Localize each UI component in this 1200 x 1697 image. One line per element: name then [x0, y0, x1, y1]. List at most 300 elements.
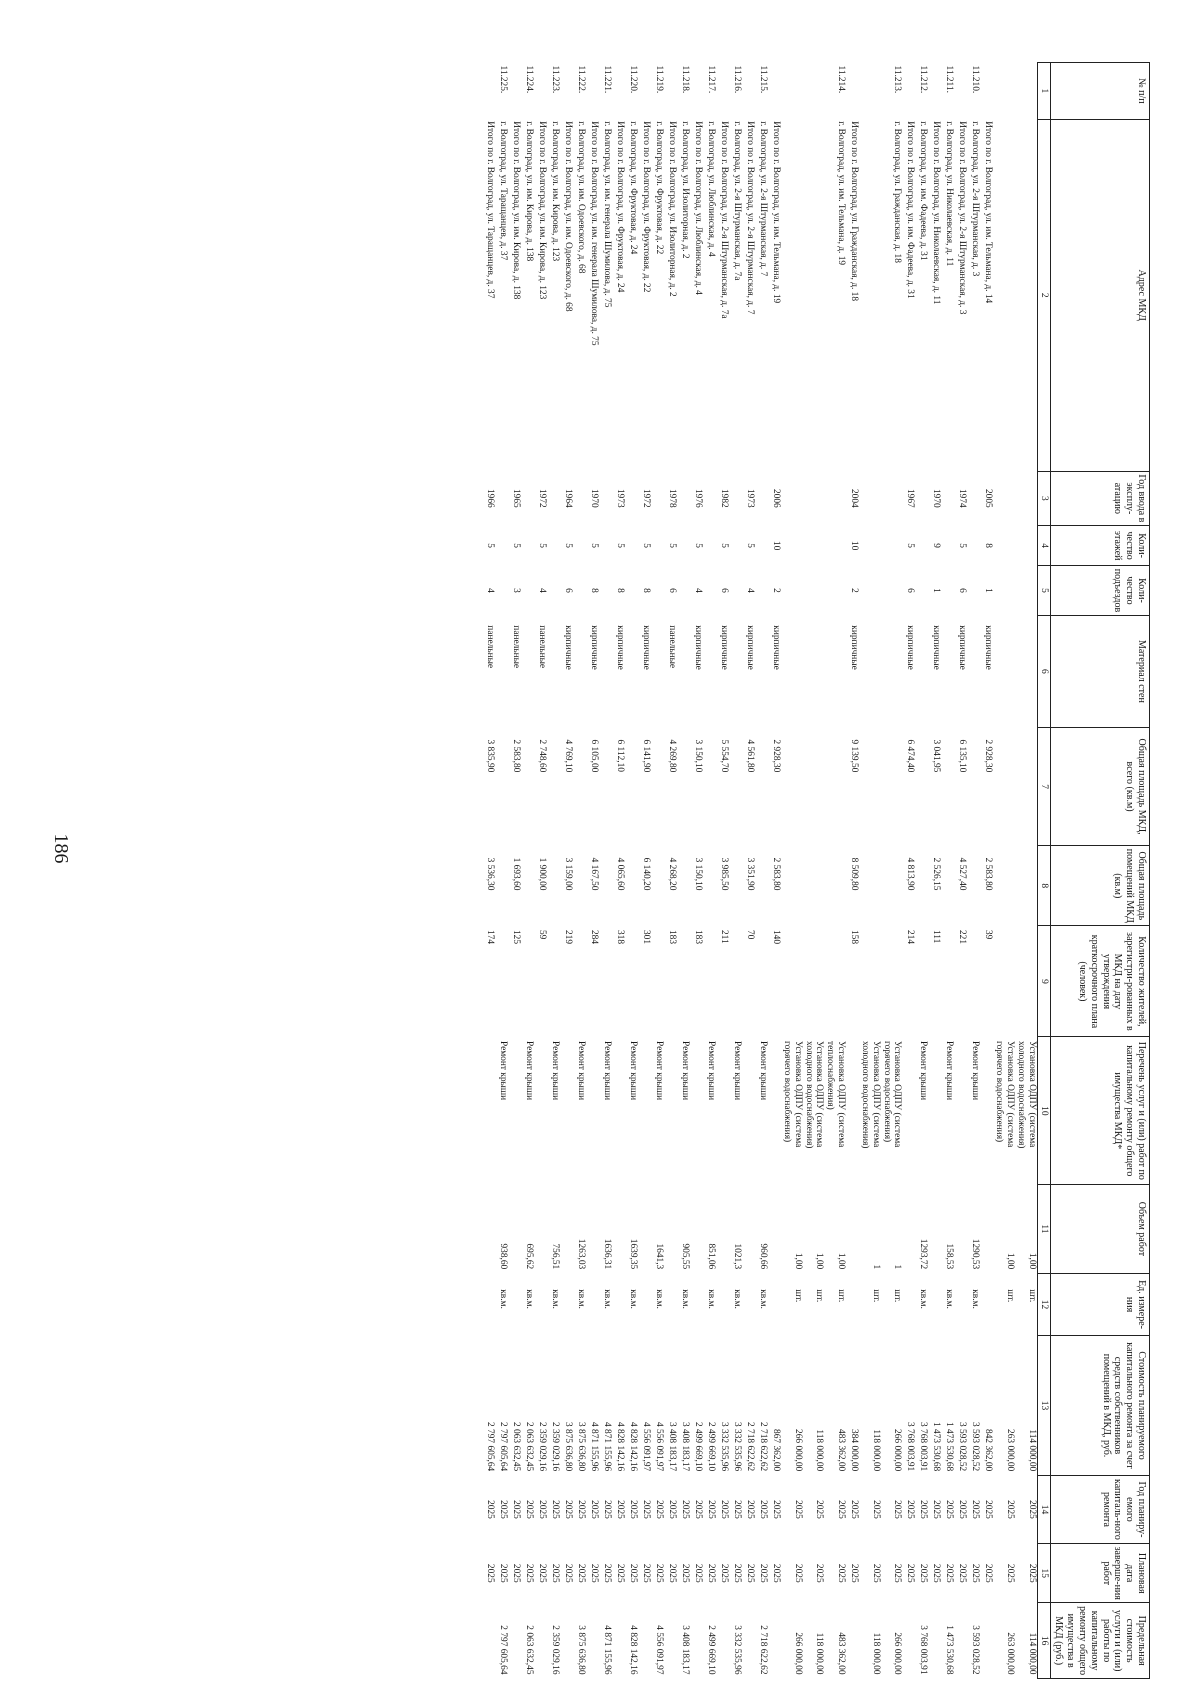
table-cell: 4 167,50 [589, 857, 600, 891]
table-cell [599, 926, 612, 1037]
table-cell: 1974 [957, 488, 968, 508]
table-cell [560, 1273, 573, 1336]
table-cell: панельные [537, 625, 548, 669]
table-cell [768, 1037, 781, 1185]
table-cell [1015, 566, 1037, 616]
table-cell [881, 846, 903, 926]
table-cell [915, 728, 928, 846]
table-cell [1015, 119, 1037, 471]
table-cell: 5 [905, 543, 916, 548]
table-cell: 4 828 142,16 [615, 1422, 626, 1472]
column-header: Предельная стоимость услуги и (или) работы по капитальному ремонту общего имущества в МКД (руб.) [1050, 1603, 1149, 1679]
table-cell [664, 1273, 677, 1336]
table-cell [703, 566, 716, 616]
table-cell: кв.м. [628, 1289, 639, 1309]
table-cell [928, 1185, 941, 1274]
table-cell [980, 1273, 993, 1336]
table-cell: 2 797 605,64 [498, 1422, 509, 1472]
table-cell [716, 1037, 729, 1185]
table-cell: 2025 [485, 1500, 496, 1519]
table-cell: 2025 [792, 1500, 803, 1519]
table-cell: 174 [485, 929, 496, 945]
table-row [742, 63, 755, 1679]
table-cell [482, 1037, 495, 1185]
table-cell: 9 [931, 543, 942, 548]
table-cell [967, 728, 980, 846]
table-cell: 2025 [719, 1500, 730, 1519]
table-cell [768, 1185, 781, 1274]
table-cell: 2025 [563, 1500, 574, 1519]
table-cell [703, 846, 716, 926]
table-cell: 5 [563, 543, 574, 548]
table-cell: 11.225. [498, 65, 509, 94]
table-cell: 3 332 535,96 [732, 1625, 743, 1675]
table-cell: Установка ОДПУ (система горячего водоснабжения) [881, 1040, 903, 1148]
column-header: Стоимость планируемого капитального ремонта за счет средств собственников помещений в МКД, руб. [1050, 1336, 1149, 1475]
table-cell [664, 1603, 677, 1679]
table-cell [915, 526, 928, 566]
table-cell: 5 [511, 543, 522, 548]
table-cell: 11.220. [628, 65, 639, 94]
table-cell: 2025 [511, 1500, 522, 1519]
table-cell: 1,00 [814, 1252, 825, 1270]
table-cell [651, 471, 664, 525]
table-cell: 2 063 632,45 [524, 1625, 535, 1675]
table-cell: 1973 [745, 488, 756, 508]
table-cell: 2 359 029,16 [550, 1625, 561, 1675]
table-cell [729, 471, 742, 525]
table-cell: 2025 [498, 1563, 509, 1583]
table-cell: 3 768 003,91 [918, 1422, 929, 1472]
table-cell: Установка ОДПУ (система горячего водоснабжения) [994, 1040, 1015, 1148]
column-number: 4 [1037, 526, 1050, 566]
table-cell: 111 [931, 929, 942, 944]
column-header: Количество жителей, зарегистри-рованных в МКД на дату утверждения краткосрочного плана (человек) [1050, 926, 1149, 1037]
table-cell: 114 000,00 [1026, 1429, 1037, 1472]
table-cell: 11.221. [602, 65, 613, 94]
table-cell [742, 1603, 755, 1679]
table-cell: 2025 [771, 1563, 782, 1583]
table-cell: 2025 [498, 1500, 509, 1519]
table-cell: 2025 [1026, 1563, 1037, 1583]
table-cell: 4 556 091,97 [641, 1422, 652, 1472]
table-cell [915, 615, 928, 727]
table-cell: 5 [485, 543, 496, 548]
table-cell: 4 065,60 [615, 857, 626, 891]
table-cell: 1965 [511, 488, 522, 508]
table-cell [664, 1185, 677, 1274]
table-cell [993, 63, 1015, 120]
table-cell: 3 593 028,52 [970, 1422, 981, 1472]
table-row [768, 63, 781, 1679]
column-header: Общая площадь МКД, всего (кв.м) [1050, 728, 1149, 846]
table-cell: 11.211. [944, 65, 955, 93]
table-cell: г. Волгоград, ул. Николаевская, д. 11 [944, 121, 955, 267]
table-cell [846, 63, 859, 120]
column-number: 5 [1037, 566, 1050, 616]
table-cell: кв.м. [498, 1289, 509, 1309]
table-cell: Итого по г. Волгоград, ул. им. Тельмана, д. 19 [771, 121, 782, 304]
table-cell: Итого по г. Волгоград, ул. 2-я Штурманская, д. 7 [745, 121, 756, 315]
table-cell: 2025 [641, 1563, 652, 1583]
table-cell [716, 1603, 729, 1679]
table-cell [859, 471, 881, 525]
table-cell: Итого по г. Волгоград, ул. Таращанцев, д. 37 [485, 121, 496, 299]
table-cell: шт. [836, 1289, 847, 1303]
table-cell: 1970 [931, 488, 942, 508]
table-cell: 5 [589, 543, 600, 548]
table-cell [547, 846, 560, 926]
table-row [495, 63, 508, 1679]
table-cell [781, 63, 803, 120]
table-cell: 1 473 530,68 [944, 1422, 955, 1472]
table-cell [677, 926, 690, 1037]
table-cell: Установка ОДПУ (система холодного водоснабжения) [1015, 1040, 1037, 1149]
table-cell: 1973 [615, 488, 626, 508]
table-cell: 1 [931, 588, 942, 593]
table-cell: 2 [849, 588, 860, 593]
table-cell [703, 526, 716, 566]
table-cell: 2 063 632,45 [511, 1422, 522, 1472]
table-cell [651, 846, 664, 926]
table-cell [651, 526, 664, 566]
table-cell: 1972 [641, 488, 652, 508]
table-cell: шт. [892, 1289, 903, 1303]
table-cell [993, 615, 1015, 727]
column-header: Год планиру-емого капиталь-ного ремонта [1050, 1475, 1149, 1544]
table-cell: 2 928,30 [771, 739, 782, 773]
column-header: Коли-чество этажей [1050, 526, 1149, 566]
table-cell: 2025 [1026, 1500, 1037, 1519]
table-cell: 6 140,20 [641, 857, 652, 891]
table-cell: 2025 [706, 1500, 717, 1519]
column-header: Перечень услуг и (или) работ по капитальному ремонту общего имущества МКД* [1050, 1037, 1149, 1185]
table-cell [755, 566, 768, 616]
table-cell [742, 1273, 755, 1336]
table-row [859, 63, 881, 1679]
table-cell [638, 63, 651, 120]
table-cell: 211 [719, 929, 730, 944]
table-cell [846, 1273, 859, 1336]
table-cell [599, 846, 612, 926]
table-cell [803, 926, 825, 1037]
table-cell [928, 1603, 941, 1679]
table-cell: 11.216. [732, 65, 743, 94]
column-header: Объем работ [1050, 1185, 1149, 1274]
table-cell: 2025 [836, 1500, 847, 1519]
table-cell: Установка ОДПУ (система холодного водоснабжения) [803, 1040, 825, 1149]
table-cell: шт. [870, 1289, 881, 1303]
table-cell: 2025 [576, 1563, 587, 1583]
table-cell: 9 139,50 [849, 739, 860, 773]
table-cell: 2 063 632,45 [524, 1422, 535, 1472]
table-cell [993, 926, 1015, 1037]
table-cell [599, 728, 612, 846]
table-cell: кв.м. [602, 1289, 613, 1309]
table-cell [1015, 926, 1037, 1037]
table-cell: 5 [615, 543, 626, 548]
table-cell: 1641,3 [654, 1243, 665, 1270]
table-cell [825, 728, 847, 846]
table-cell: 2025 [745, 1563, 756, 1583]
table-cell [755, 526, 768, 566]
table-cell: 2 526,15 [931, 857, 942, 891]
table-cell: 2025 [628, 1563, 639, 1583]
table-row [651, 63, 664, 1679]
table-cell [482, 1273, 495, 1336]
table-cell [573, 471, 586, 525]
table-cell [967, 566, 980, 616]
table-cell [915, 926, 928, 1037]
table-row [508, 63, 521, 1679]
table-cell [993, 119, 1015, 471]
table-cell: 3 835,90 [485, 739, 496, 773]
table-cell: 5 554,70 [719, 739, 730, 773]
table-cell: 2025 [870, 1563, 881, 1583]
column-number: 2 [1037, 119, 1050, 471]
table-cell [508, 1185, 521, 1274]
table-cell: г. Волгоград, ул. Фруктовая, д. 24 [628, 121, 639, 255]
table-cell: 3 985,50 [719, 857, 730, 891]
table-cell: 2025 [602, 1500, 613, 1519]
table-row [846, 63, 859, 1679]
table-cell: г. Волгоград, ул. им. Фадеева, д. 31 [918, 121, 929, 261]
table-cell [881, 566, 903, 616]
table-cell: 695,62 [524, 1243, 535, 1270]
table-cell [573, 926, 586, 1037]
table-cell [495, 926, 508, 1037]
table-row [534, 63, 547, 1679]
table-cell: Ремонт крыши [970, 1040, 981, 1101]
table-cell [742, 1037, 755, 1185]
table-cell: кирпичные [589, 625, 600, 670]
table-cell [859, 926, 881, 1037]
table-cell: кирпичные [693, 625, 704, 670]
table-cell: Итого по г. Волгоград, ул. Изолиторная, д. 2 [667, 121, 678, 297]
table-cell: 301 [641, 929, 652, 945]
table-cell: 4 [485, 588, 496, 593]
table-cell: 4 871 155,96 [602, 1625, 613, 1675]
column-number: 16 [1037, 1603, 1050, 1679]
table-cell [690, 1603, 703, 1679]
table-cell: 10 [771, 540, 782, 551]
table-cell [573, 615, 586, 727]
table-cell: 1263,03 [576, 1238, 587, 1270]
table-cell: 2 748,60 [537, 739, 548, 773]
table-cell [508, 63, 521, 120]
table-cell: г. Волгоград, ул. Таращанцев, д. 37 [498, 121, 509, 261]
table-cell: Итого по г. Волгоград, ул. им. Кирова, д. 123 [537, 121, 548, 300]
table-cell: 2025 [654, 1563, 665, 1583]
table-cell: 11.212. [918, 65, 929, 94]
table-cell: Итого по г. Волгоград, ул. Гражданская, д. 18 [849, 121, 860, 302]
table-cell: 118 000,00 [814, 1632, 825, 1675]
table-cell [612, 1603, 625, 1679]
column-header: Ед. измере-ния [1050, 1273, 1149, 1336]
table-cell: 11.223. [550, 65, 561, 94]
table-cell: Ремонт крыши [918, 1040, 929, 1101]
table-row [716, 63, 729, 1679]
table-cell [902, 1273, 915, 1336]
table-cell: 70 [745, 929, 756, 940]
table-cell: г. Волгоград, ул. 2-я Штурманская, д. 3 [970, 121, 981, 277]
table-cell: 4 556 091,97 [654, 1625, 665, 1675]
table-cell [521, 728, 534, 846]
table-row [638, 63, 651, 1679]
table-cell: 483 362,00 [836, 1632, 847, 1675]
table-cell: г. Волгоград, ул. им. Кирова, д. 138 [524, 121, 535, 262]
column-number: 3 [1037, 471, 1050, 525]
column-number: 14 [1037, 1475, 1050, 1544]
table-cell: 3 408 183,17 [680, 1625, 691, 1675]
table-cell: 2025 [732, 1500, 743, 1519]
table-cell [534, 1037, 547, 1185]
table-cell: 2025 [537, 1563, 548, 1583]
table-cell: шт. [1005, 1289, 1015, 1303]
table-cell: 158,53 [944, 1243, 955, 1270]
table-cell: 1 473 530,68 [931, 1422, 942, 1472]
table-cell [881, 526, 903, 566]
table-cell: 1,00 [836, 1252, 847, 1270]
table-row [677, 63, 690, 1679]
table-cell: 6 [563, 588, 574, 593]
table-cell [941, 846, 954, 926]
table-cell [625, 471, 638, 525]
table-cell [586, 1603, 599, 1679]
table-cell [521, 846, 534, 926]
table-header-row [1050, 63, 1149, 1679]
table-cell: 183 [667, 929, 678, 945]
table-cell: 1978 [667, 488, 678, 508]
table-cell [881, 728, 903, 846]
column-number: 9 [1037, 926, 1050, 1037]
table-cell: 2025 [615, 1563, 626, 1583]
table-cell: 8 [615, 588, 626, 593]
table-cell [928, 1037, 941, 1185]
table-cell [547, 728, 560, 846]
table-cell [967, 926, 980, 1037]
table-row [560, 63, 573, 1679]
table-cell [573, 846, 586, 926]
table-cell: 3 041,95 [931, 739, 942, 773]
table-cell: 6 [719, 588, 730, 593]
table-cell [825, 566, 847, 616]
table-row [690, 63, 703, 1679]
table-cell: 2025 [983, 1500, 994, 1519]
table-cell [781, 119, 803, 471]
table-cell: 4 871 155,96 [589, 1422, 600, 1472]
table-cell: 2025 [563, 1563, 574, 1583]
table-cell: 2 583,80 [983, 857, 994, 891]
table-cell [534, 1185, 547, 1274]
table-cell [1015, 846, 1037, 926]
table-cell: г. Волгоград, ул. им. Тельмана, д. 19 [836, 121, 847, 266]
table-cell [716, 63, 729, 120]
table-cell [993, 526, 1015, 566]
table-cell [941, 615, 954, 727]
table-cell: кв.м. [680, 1289, 691, 1309]
table-cell [508, 1273, 521, 1336]
table-cell: 266 000,00 [792, 1632, 803, 1675]
table-cell: Установка ОДПУ (система горячего водоснабжения) [782, 1040, 803, 1148]
table-cell [560, 1037, 573, 1185]
table-cell: 2 499 669,10 [706, 1625, 717, 1675]
table-cell [521, 471, 534, 525]
table-row [755, 63, 768, 1679]
table-cell [625, 846, 638, 926]
table-cell: шт. [1026, 1289, 1037, 1303]
column-number: 7 [1037, 728, 1050, 846]
table-cell: 114 000,00 [1026, 1632, 1037, 1675]
table-cell: 2025 [589, 1563, 600, 1583]
table-cell [859, 846, 881, 926]
table-cell: 11.218. [680, 65, 691, 94]
table-cell: 6 105,00 [589, 739, 600, 773]
table-cell [902, 1603, 915, 1679]
table-cell: 140 [771, 929, 782, 945]
column-header: Год ввода в эксплу-атацию [1050, 471, 1149, 525]
table-cell: 2025 [918, 1563, 929, 1583]
table-cell: г. Волгоград, ул. им. Кирова, д. 123 [550, 121, 561, 262]
table-cell [534, 1273, 547, 1336]
table-cell: Ремонт крыши [524, 1040, 535, 1101]
table-cell [729, 926, 742, 1037]
table-cell: 11.214. [836, 65, 847, 94]
table-cell: 6 [957, 588, 968, 593]
table-cell [664, 1037, 677, 1185]
table-cell: Установка ОДПУ (система теплоснабжения) [825, 1040, 847, 1148]
table-cell [825, 926, 847, 1037]
column-number: 10 [1037, 1037, 1050, 1185]
column-number-row [1037, 63, 1050, 1679]
table-cell: 2025 [693, 1563, 704, 1583]
table-cell: 2 359 029,16 [537, 1422, 548, 1472]
table-cell: 960,66 [758, 1243, 769, 1270]
table-cell: 2025 [745, 1500, 756, 1519]
table-cell: 2025 [983, 1563, 994, 1583]
table-row [586, 63, 599, 1679]
table-cell: 1 693,60 [511, 857, 522, 891]
table-cell: кв.м. [732, 1289, 743, 1309]
table-cell [993, 846, 1015, 926]
table-cell: 2025 [931, 1500, 942, 1519]
table-cell: 3 408 183,17 [680, 1422, 691, 1472]
table-cell: 2025 [602, 1563, 613, 1583]
table-cell: кв.м. [654, 1289, 665, 1309]
table-cell: кирпичные [563, 625, 574, 670]
table-cell: 3 408 183,17 [667, 1422, 678, 1472]
table-cell: 8 509,80 [849, 857, 860, 891]
table-cell: 2025 [1005, 1500, 1015, 1519]
table-cell [677, 615, 690, 727]
table-cell: 851,06 [706, 1243, 717, 1270]
table-cell [495, 526, 508, 566]
table-cell [677, 728, 690, 846]
table-cell [954, 1037, 967, 1185]
table-cell [729, 846, 742, 926]
table-cell: кв.м. [576, 1289, 587, 1309]
table-cell: Итого по г. Волгоград, ул. им. Фадеева, д. 31 [905, 121, 916, 299]
table-cell [803, 615, 825, 727]
table-cell: 4 [537, 588, 548, 593]
table-cell: 842 362,00 [983, 1429, 994, 1472]
table-cell [980, 1603, 993, 1679]
table-cell: 5 [641, 543, 652, 548]
table-cell: 5 [957, 543, 968, 548]
table-cell: 11.219. [654, 65, 665, 94]
table-cell: 4 813,90 [905, 857, 916, 891]
table-cell: 1639,35 [628, 1238, 639, 1270]
